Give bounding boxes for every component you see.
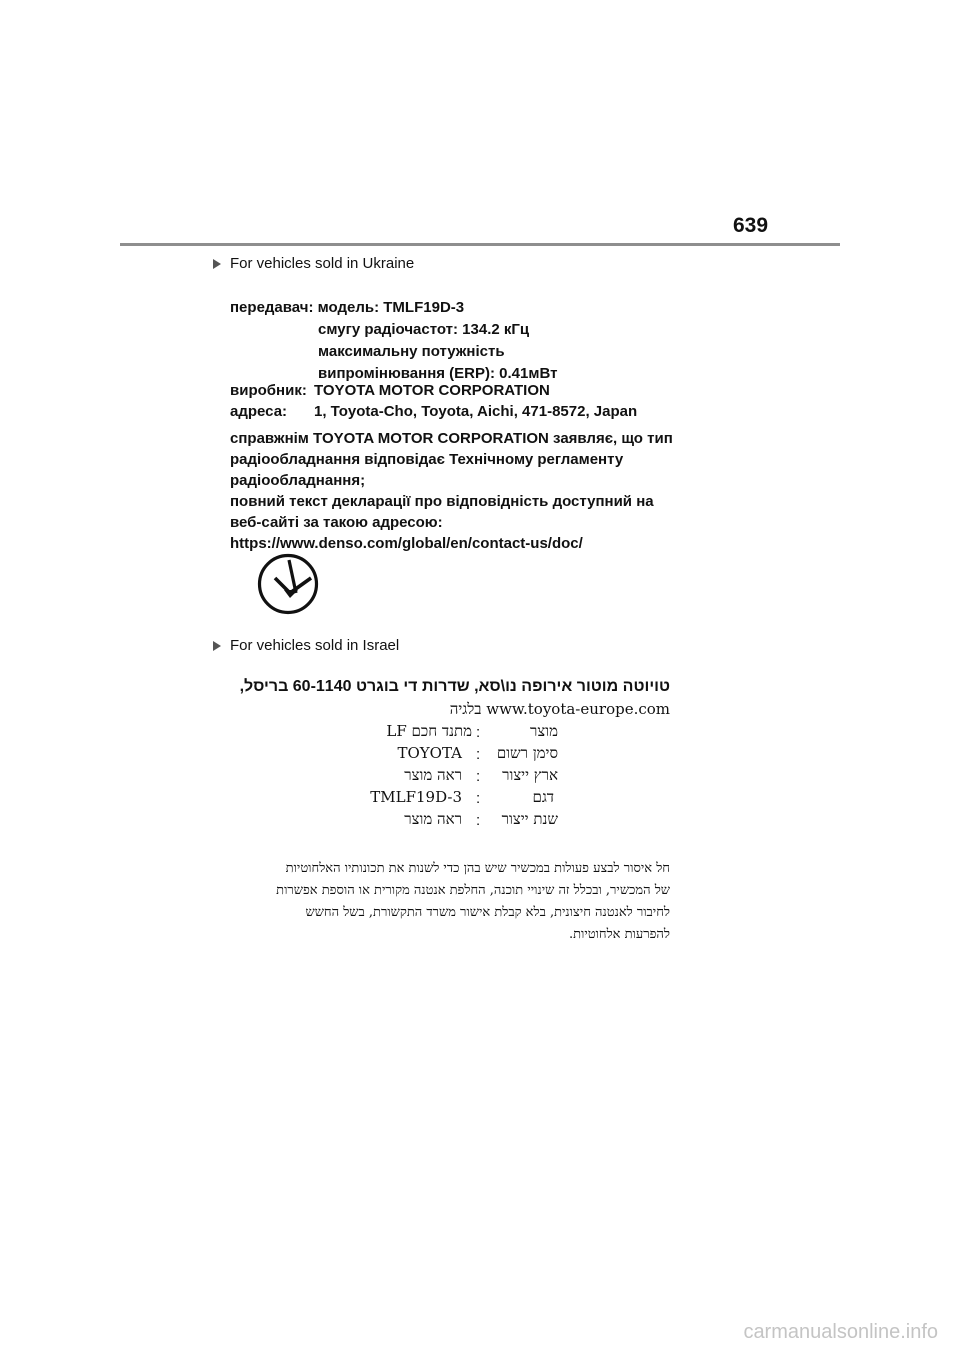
page-number: 639	[733, 214, 769, 237]
israel-heading-text: For vehicles sold in Israel	[230, 637, 400, 654]
israel-row-colon: :	[476, 768, 481, 785]
israel-row-label: סימן רשום	[496, 744, 558, 762]
israel-row-value: TMLF19D-3	[370, 788, 462, 806]
declaration-line: повний текст декларації про відповідність доступний на	[230, 493, 654, 510]
triangle-bullet-icon	[213, 641, 221, 651]
israel-row-label: דגם	[532, 788, 554, 806]
israel-row-value: ראה מוצר	[404, 810, 462, 828]
israel-row-colon: :	[476, 746, 481, 763]
declaration-url: https://www.denso.com/global/en/contact-us/doc/	[230, 535, 583, 552]
frequency-line: смугу радіочастот: 134.2 кГц	[318, 321, 530, 338]
declaration-line: радіообладнання відповідає Технічному регламенту	[230, 451, 624, 468]
manufacturer-value: TOYOTA MOTOR CORPORATION	[314, 382, 550, 399]
declaration-line: справжнім TOYOTA MOTOR CORPORATION заявляє, що тип	[230, 430, 673, 447]
address-value: 1, Toyota-Cho, Toyota, Aichi, 471-8572, Japan	[314, 403, 638, 420]
declaration-line: веб-сайті за такою адресою:	[230, 514, 443, 531]
israel-row-colon: :	[476, 724, 481, 741]
israel-row-colon: :	[476, 790, 481, 807]
israel-warning-line: לחיבור לאנטנה חיצונית, בלא קבלת אישור משרד התקשורת, בשל החשש	[305, 905, 670, 920]
declaration-line: радіообладнання;	[230, 472, 366, 489]
watermark: carmanualsonline.info	[743, 1321, 938, 1343]
header-rule	[120, 243, 840, 246]
transmitter-line: передавач: модель: TMLF19D-3	[230, 299, 465, 316]
israel-row-label: ארץ ייצור	[502, 766, 558, 784]
israel-row-colon: :	[476, 812, 481, 829]
israel-row-value: TOYOTA	[397, 744, 462, 762]
israel-section-heading	[213, 637, 399, 654]
israel-warning-line: להפרעות אלחוטיות.	[568, 927, 670, 942]
israel-website-line: www.toyota-europe.com בלגיה	[449, 700, 670, 718]
address-label: адреса:	[230, 403, 288, 420]
manufacturer-label: виробник:	[230, 382, 307, 399]
ukrainian-conformity-mark-icon	[256, 552, 320, 616]
power-line-2: випромінювання (ERP): 0.41мВт	[318, 365, 558, 382]
power-line-1: максимальну потужність	[318, 343, 505, 360]
ukraine-declaration	[230, 428, 673, 554]
israel-row-label: מוצר	[530, 722, 558, 740]
israel-row-value: ראה מוצר	[404, 766, 462, 784]
israel-row-label: שנת ייצור	[501, 810, 558, 828]
israel-importer-line: טויוטה מוטור אירופה נו\סא, שדרות די בוגרט 60-1140 בריסל,	[239, 678, 670, 695]
ukraine-section-heading	[213, 255, 414, 272]
ukraine-heading-text: For vehicles sold in Ukraine	[230, 255, 415, 272]
israel-warning-paragraph	[276, 858, 670, 946]
triangle-bullet-icon	[213, 259, 221, 269]
israel-warning-line: חל איסור לבצע פעולות במכשיר שיש בהן כדי לשנות את תכונותיו האלחוטיות	[285, 861, 670, 876]
israel-row-value: מתנד חכם LF	[386, 722, 472, 740]
israel-warning-line: של המכשיר, ובכלל זה שינויי תוכנה, החלפת אנטנה מקורית או הוספת אפשרות	[276, 883, 670, 898]
